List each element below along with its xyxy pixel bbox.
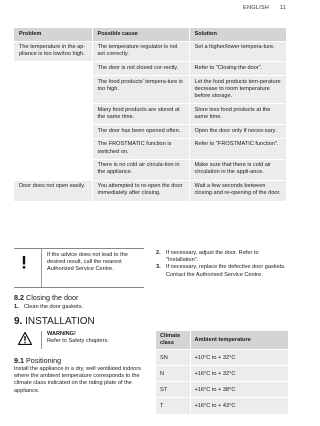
climate-class-cell: SN bbox=[156, 350, 190, 366]
table-row bbox=[14, 41, 286, 62]
warning-triangle-icon bbox=[18, 332, 32, 345]
table-header-row bbox=[156, 331, 288, 350]
note-text: If the advice does not lead to the desired result, call the nearest Authorized Service Centre. bbox=[47, 252, 128, 273]
positioning-paragraph: Install the appliance in a dry, well ventilated indoors where the ambient temperature corresponds to the climate class indicated on the rating plate of the appliance. bbox=[14, 366, 142, 394]
troubleshooting-table bbox=[14, 28, 286, 201]
warning-label: WARNING! bbox=[47, 331, 76, 337]
list-item bbox=[14, 304, 144, 311]
solution-cell: Refer to "FROSTMATIC function". bbox=[189, 138, 286, 159]
table-row bbox=[14, 104, 286, 125]
table-row bbox=[14, 62, 286, 76]
door-adjust-steps bbox=[156, 250, 288, 279]
temperature-cell: +10°C to + 32°C bbox=[190, 350, 288, 366]
solution-cell: Store less food products at the same time. bbox=[189, 104, 286, 125]
list-item bbox=[156, 264, 288, 278]
table-row bbox=[14, 159, 286, 180]
chapter-title: INSTALLATION bbox=[25, 316, 95, 327]
note-box bbox=[14, 248, 144, 288]
section-title: Positioning bbox=[26, 356, 62, 365]
column-header-ambient-temperature: Ambient temperature bbox=[190, 331, 288, 350]
step-text: If necessary, replace the defective door gaskets. Contact the Authorised Service Centre. bbox=[166, 264, 286, 278]
table-row bbox=[14, 138, 286, 159]
climate-class-cell: N bbox=[156, 366, 190, 382]
cause-cell: The door is not closed cor-rectly. bbox=[92, 62, 189, 76]
step-number: 1. bbox=[14, 304, 19, 310]
table-row bbox=[156, 398, 288, 414]
temperature-cell: +16°C to + 32°C bbox=[190, 366, 288, 382]
warning-box bbox=[14, 331, 144, 349]
section-heading-9-1 bbox=[14, 356, 61, 365]
solution-cell: Let the food products tem-perature decrease to room temperature before storage. bbox=[189, 76, 286, 104]
step-number: 3. bbox=[156, 264, 161, 271]
problem-cell bbox=[14, 76, 92, 104]
solution-cell: Set a higher/lower tempera-ture. bbox=[189, 41, 286, 62]
section-number: 8.2 bbox=[14, 293, 24, 302]
cause-cell: The food products' tempera-ture is too high. bbox=[92, 76, 189, 104]
cause-cell: The FROSTMATIC function is switched on. bbox=[92, 138, 189, 159]
warning-text: Refer to Safety chapters. bbox=[47, 338, 109, 345]
step-text: Clean the door gaskets. bbox=[24, 304, 84, 310]
page-header bbox=[243, 5, 286, 11]
cause-cell: You attempted to re-open the door immediately after closing. bbox=[92, 180, 189, 200]
section-heading-8-2 bbox=[14, 293, 78, 302]
cause-cell: The door has been opened often. bbox=[92, 125, 189, 139]
table-row bbox=[14, 125, 286, 139]
temperature-cell: +16°C to + 43°C bbox=[190, 398, 288, 414]
table-row bbox=[156, 366, 288, 382]
problem-cell bbox=[14, 159, 92, 180]
problem-cell bbox=[14, 62, 92, 76]
table-row bbox=[14, 180, 286, 200]
problem-cell: The temperature in the ap-pliance is too low/too high. bbox=[14, 41, 92, 62]
table-row bbox=[156, 382, 288, 398]
problem-cell: Door does not open easily. bbox=[14, 180, 92, 200]
temperature-cell: +16°C to + 38°C bbox=[190, 382, 288, 398]
solution-cell: Open the door only if neces-sary. bbox=[189, 125, 286, 139]
step-number: 2. bbox=[156, 250, 161, 256]
climate-class-cell: T bbox=[156, 398, 190, 414]
section-number: 9.1 bbox=[14, 356, 24, 365]
section-title: Closing the door bbox=[26, 293, 79, 302]
column-header-cause: Possible cause bbox=[92, 28, 189, 41]
closing-door-steps bbox=[14, 304, 144, 311]
problem-cell bbox=[14, 104, 92, 125]
step-text: If necessary, adjust the door. Refer to "Installation". bbox=[166, 250, 259, 264]
list-item bbox=[156, 250, 288, 264]
cause-cell: There is no cold air circula-tion in the appliance. bbox=[92, 159, 189, 180]
chapter-number: 9. bbox=[14, 316, 23, 327]
warning-text-block bbox=[47, 331, 109, 345]
language-label: ENGLISH bbox=[243, 5, 270, 11]
column-header-solution: Solution bbox=[189, 28, 286, 41]
climate-class-cell: ST bbox=[156, 382, 190, 398]
cause-cell: The temperature regulator is not set correctly. bbox=[92, 41, 189, 62]
cause-cell: Many food products are stored at the same time. bbox=[92, 104, 189, 125]
problem-cell bbox=[14, 125, 92, 139]
table-row bbox=[156, 350, 288, 366]
solution-cell: Refer to "Closing the door". bbox=[189, 62, 286, 76]
note-divider bbox=[41, 249, 42, 287]
climate-class-table bbox=[156, 331, 288, 414]
problem-cell bbox=[14, 138, 92, 159]
table-header-row bbox=[14, 28, 286, 41]
table-row bbox=[14, 76, 286, 104]
column-header-problem: Problem bbox=[14, 28, 92, 41]
solution-cell: Make sure that there is cold air circulation in the appli-ance. bbox=[189, 159, 286, 180]
warning-divider bbox=[41, 331, 42, 349]
column-header-climate-class: Climate class bbox=[156, 331, 190, 350]
solution-cell: Wait a few seconds between closing and re-opening of the door. bbox=[189, 180, 286, 200]
chapter-heading-installation bbox=[14, 316, 95, 327]
page-number: 11 bbox=[279, 5, 286, 11]
info-note-icon bbox=[19, 256, 29, 269]
